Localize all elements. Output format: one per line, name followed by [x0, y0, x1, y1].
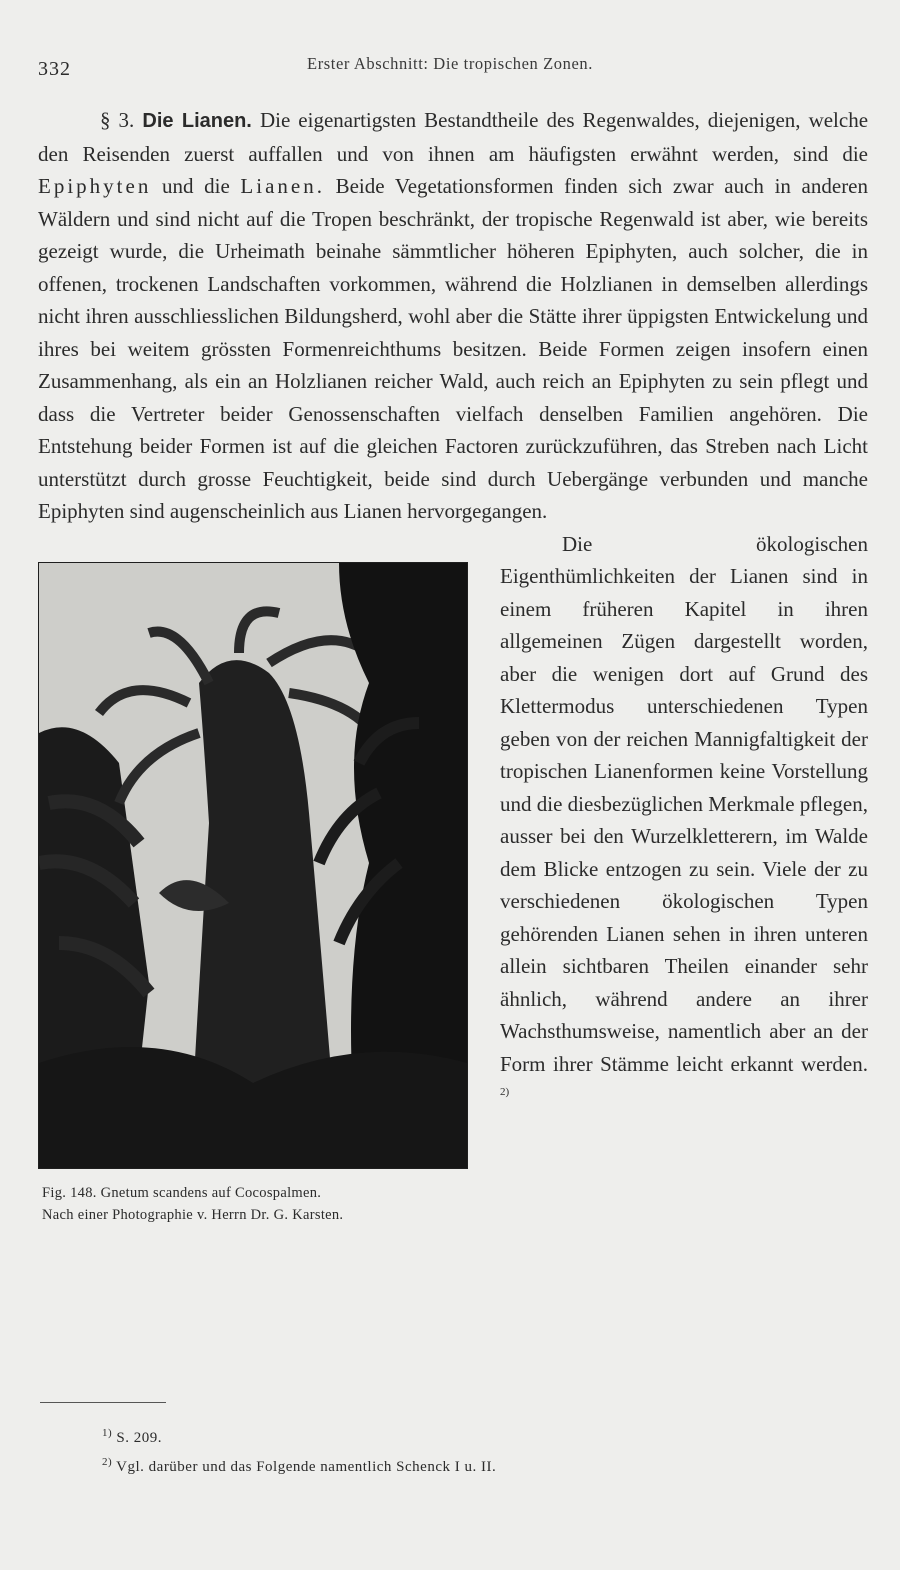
footnote-text: Vgl. darüber und das Folgende namentlich Schenck I u. II. [116, 1459, 497, 1475]
footnotes [102, 1424, 802, 1482]
body-text [38, 104, 868, 1292]
footnote-2 [102, 1453, 802, 1482]
footnote-text: S. 209. [116, 1430, 163, 1446]
section-mark: § 3. [100, 108, 135, 132]
paragraph-1-text-c: Beide Vegetationsformen finden sich zwar auch in anderen Wäldern und sind nicht auf die Tropen beschränkt, der tropische Regenwald ist aber, wie bereits gezeigt wurde, die Urheimath beinahe sämmtlicher höheren Epiphyten, auch solcher, die in offenen, trockenen Landschaften vorkommen, während die Holzlianen in demselben allerdings nicht ihren ausschliesslichen Bildungsherd, wohl aber die Stätte ihrer üppigsten Entwickelung und ihres bei weitem grössten Formenreichthums besitzen. Beide Formen zeigen insofern einen Zusammenhang, als ein an Holzlianen reicher Wald, auch reich an Epiphyten zu sein pflegt und dass die Vertreter beider Genossenschaften vielfach denselben Familien angehören. Die Entstehung beider Formen ist auf die gleichen Factoren zurückzuführen, das Streben nach Licht unterstützt durch grosse Feuchtigkeit, beide sind durch Uebergänge verbunden und manche Epiphyten sind augenscheinlich aus Lianen hervorgegangen. [38, 174, 869, 523]
figure-148 [38, 532, 478, 1292]
palm-photo-illustration [39, 563, 467, 1168]
caption-line-2: Nach einer Photographie v. Herrn Dr. G. Karsten. [42, 1206, 344, 1223]
footnote-rule [40, 1402, 166, 1403]
footnote-ref-2: 2) [500, 1086, 510, 1098]
paragraph-1-text-a: Die eigenartigsten Bestandtheile des Regenwaldes, diejenigen, welche den Reisenden zuerst auffallen und von ihnen am häufigsten erwähnt werden, sind die [38, 108, 869, 166]
footnote-mark: 2) [102, 1456, 113, 1468]
section-title: Die Lianen. [142, 110, 252, 132]
page-number: 332 [38, 58, 71, 80]
footnote-mark: 1) [102, 1427, 113, 1439]
running-head: Erster Abschnitt: Die tropischen Zonen. [307, 54, 593, 73]
paragraph-1-text-b: und die [161, 174, 230, 198]
figure-photo [38, 562, 468, 1169]
footnote-1 [102, 1424, 802, 1453]
figure-caption [42, 1182, 482, 1226]
caption-line-1: Fig. 148. Gnetum scandens auf Cocospalmen. [42, 1184, 322, 1201]
term-epiphyten: Epiphyten [38, 174, 152, 198]
term-lianen: Lianen. [240, 174, 325, 198]
paragraph-2-text: Die ökologischen Eigenthümlichkeiten der Lianen sind in einem früheren Kapitel in ihren allgemeinen Zügen dargestellt worden, aber die wenigen dort auf Grund des Klettermodus unterschiedenen Typen geben von der reichen Mannigfaltigkeit der tropischen Lianenformen keine Vorstellung und die diesbezüglichen Merkmale pflegen, ausser bei den Wurzelkletterern, im Walde dem Blicke entzogen zu sein. Viele der zu verschiedenen ökologischen Typen gehörenden Lianen sehen in ihren unteren allein sichtbaren Theilen einander sehr ähnlich, während andere an ihrer Wachsthumsweise, namentlich aber an der Form ihrer Stämme leicht erkannt werden. [500, 531, 868, 1076]
paragraph-1 [38, 104, 868, 528]
